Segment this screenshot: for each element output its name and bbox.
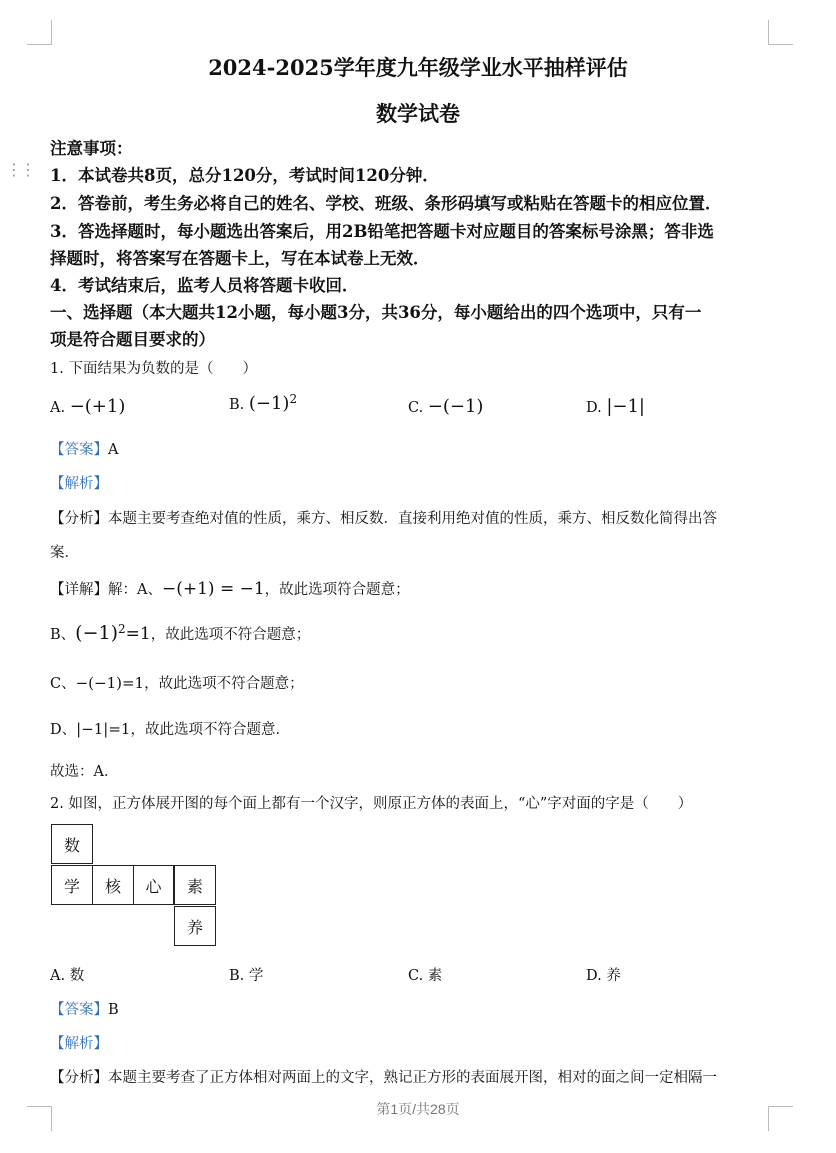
q1-choice: 故选：A． — [50, 764, 119, 780]
q1-fenxi — [50, 507, 717, 528]
option-label: D. — [586, 400, 602, 416]
detail-suffix: ，故此选项不符合题意； — [150, 627, 311, 643]
fenxi-tag: 【分析】 — [50, 511, 108, 527]
q1-option-d — [586, 396, 645, 417]
detail-expr: −(−1)=1 — [75, 674, 145, 692]
option-label: A. — [50, 400, 66, 416]
option-expr: −(−1) — [427, 396, 484, 417]
option-label: C. — [408, 968, 424, 984]
fenxi-text: 本题主要考查了正方体相对两面上的文字，熟记正方形的表面展开图，相对的面之间一定相隔一 — [108, 1070, 717, 1086]
q2-stem: 2. 如图，正方体展开图的每个面上都有一个汉字，则原正方体的表面上，“心”字对面的字是（ ） — [50, 796, 693, 812]
q1-answer — [50, 438, 118, 459]
notice-item: 3．答选择题时，每小题选出答案后，用2B铅笔把答题卡对应题目的答案标号涂黑；答非选 — [50, 222, 714, 241]
notice-item: 择题时，将答案写在答题卡上，写在本试卷上无效． — [50, 249, 430, 268]
fenxi-tag: 【分析】 — [50, 1070, 108, 1086]
option-exponent: 2 — [289, 392, 298, 406]
notice-item: 2．答卷前，考生务必将自己的姓名、学校、班级、条形码填写或粘贴在答题卡的相应位置． — [50, 194, 722, 213]
section-heading: 一、选择题（本大题共12小题，每小题3分，共36分，每小题给出的四个选项中，只有一 — [50, 303, 702, 322]
page-title: 2024-2025学年度九年级学业水平抽样评估 — [208, 55, 628, 80]
fenxi-text: 本题主要考查绝对值的性质，乘方、相反数．直接利用绝对值的性质，乘方、相反数化简得出答 — [108, 511, 717, 527]
net-cell: 学 — [51, 865, 93, 905]
q1-fenxi-cont: 案． — [50, 545, 79, 561]
option-label: C. — [408, 400, 424, 416]
q1-option-c — [408, 396, 483, 417]
option-text: 数 — [69, 968, 85, 984]
net-cell: 养 — [174, 906, 216, 946]
q1-detail-c — [50, 672, 304, 693]
q1-analysis-tag: 【解析】 — [50, 476, 108, 492]
q2-option-d — [586, 964, 621, 985]
option-label: A. — [50, 968, 66, 984]
crop-mark-top-right — [768, 20, 793, 45]
detail-prefix: C、 — [50, 676, 76, 692]
q1-detail-a — [50, 578, 410, 599]
page-number: 第1页/共28页 — [376, 1101, 460, 1117]
q2-option-a — [50, 964, 84, 985]
detail-eq: =1 — [125, 624, 151, 644]
q1-detail-d — [50, 718, 290, 739]
detail-prefix: D、 — [50, 722, 77, 738]
option-text: 学 — [248, 968, 264, 984]
q2-option-c — [408, 964, 442, 985]
net-cell: 素 — [174, 865, 216, 905]
answer-value: B — [108, 1002, 119, 1018]
option-label: B. — [229, 968, 245, 984]
notice-item: 1．本试卷共8页，总分120分，考试时间120分钟． — [50, 166, 439, 185]
detail-prefix: 解：A、 — [108, 582, 162, 598]
q2-option-b — [229, 964, 263, 985]
net-cell: 数 — [51, 824, 93, 864]
net-cell: 核 — [92, 865, 134, 905]
detail-expr: (−1) — [75, 622, 118, 644]
section-heading-cont: 项是符合题目要求的） — [50, 330, 215, 349]
detail-expr: −(+1) = −1 — [161, 579, 265, 599]
crop-mark-top-left — [27, 20, 52, 45]
detail-suffix: ，故此选项符合题意； — [264, 582, 410, 598]
answer-tag: 【答案】 — [50, 442, 108, 458]
detail-prefix: B、 — [50, 627, 76, 643]
detail-suffix: ，故此选项不符合题意； — [144, 676, 304, 692]
detail-expr: |−1|=1 — [76, 720, 131, 738]
answer-value: A — [108, 442, 119, 458]
option-expr: (−1) — [248, 392, 290, 414]
drag-handle-icon[interactable]: ⋮⋮ — [6, 160, 34, 179]
q2-answer — [50, 998, 119, 1019]
net-cell: 心 — [133, 865, 174, 905]
notice-item: 4．考试结束后，监考人员将答题卡收回． — [50, 276, 359, 295]
option-expr: −(+1) — [69, 396, 126, 417]
q1-option-b — [229, 392, 297, 414]
option-label: D. — [586, 968, 602, 984]
q2-fenxi — [50, 1066, 717, 1087]
q2-analysis-tag: 【解析】 — [50, 1036, 108, 1052]
q1-detail-b — [50, 622, 310, 644]
q1-stem: 1. 下面结果为负数的是（ ） — [50, 361, 257, 377]
detail-exponent: 2 — [118, 622, 126, 637]
q1-option-a — [50, 396, 125, 417]
cube-net-figure — [51, 824, 221, 952]
option-expr: |−1| — [606, 396, 645, 417]
answer-tag: 【答案】 — [50, 1002, 108, 1018]
notice-heading: 注意事项： — [50, 139, 133, 158]
option-text: 素 — [427, 968, 443, 984]
option-label: B. — [229, 396, 245, 413]
option-text: 养 — [606, 968, 621, 984]
page-subtitle: 数学试卷 — [376, 101, 460, 126]
detail-suffix: ，故此选项不符合题意． — [130, 722, 290, 738]
detail-tag: 【详解】 — [50, 582, 108, 598]
